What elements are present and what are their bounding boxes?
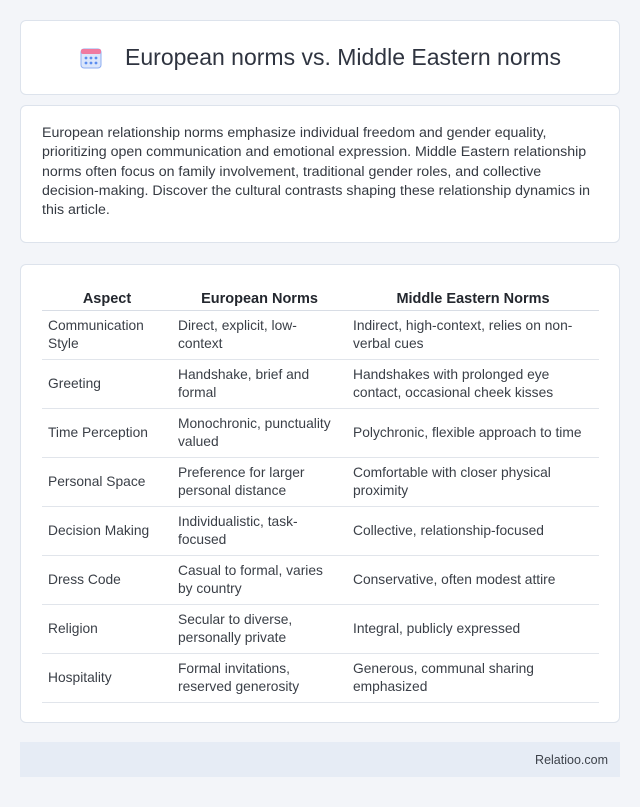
aspect-cell: Communication Style [42,310,172,359]
header-aspect: Aspect [42,285,172,310]
european-cell: Monochronic, punctuality valued [172,408,347,457]
intro-paragraph: European relationship norms emphasize individual freedom and gender equality, prioritizing open communication and emotional expression. Middle Eastern relationship norms often focus on family involvement, traditional gender roles, and collective decision-making. Discover the cultural contrasts shaping these relationship dynamics in this article. [42,125,591,219]
header-european: European Norms [172,285,347,310]
aspect-cell: Time Perception [42,408,172,457]
european-cell: Individualistic, task-focused [172,506,347,555]
aspect-cell: Decision Making [42,506,172,555]
header-middle-eastern: Middle Eastern Norms [347,285,599,310]
aspect-cell: Greeting [42,359,172,408]
table-row [42,604,599,653]
footer-brand-link[interactable]: Relatioo.com [535,752,608,767]
header-card [20,20,620,95]
footer-bar [20,742,620,777]
table-row [42,457,599,506]
european-cell: Formal invitations, reserved generosity [172,653,347,702]
calendar-grid-icon [79,46,103,70]
table-row [42,555,599,604]
middle-eastern-cell: Generous, communal sharing emphasized [347,653,599,702]
middle-eastern-cell: Indirect, high-context, relies on non-verbal cues [347,310,599,359]
european-cell: Handshake, brief and formal [172,359,347,408]
aspect-cell: Hospitality [42,653,172,702]
intro-card [20,105,620,243]
aspect-cell: Dress Code [42,555,172,604]
table-row [42,310,599,359]
middle-eastern-cell: Collective, relationship-focused [347,506,599,555]
table-header-row [42,285,599,310]
page-title: European norms vs. Middle Eastern norms [125,44,561,70]
middle-eastern-cell: Polychronic, flexible approach to time [347,408,599,457]
aspect-cell: Religion [42,604,172,653]
middle-eastern-cell: Integral, publicly expressed [347,604,599,653]
european-cell: Preference for larger personal distance [172,457,347,506]
middle-eastern-cell: Handshakes with prolonged eye contact, occasional cheek kisses [347,359,599,408]
european-cell: Casual to formal, varies by country [172,555,347,604]
european-cell: Direct, explicit, low-context [172,310,347,359]
table-row [42,359,599,408]
comparison-card [20,264,620,723]
middle-eastern-cell: Conservative, often modest attire [347,555,599,604]
european-cell: Secular to diverse, personally private [172,604,347,653]
comparison-table [42,285,599,703]
table-row [42,653,599,702]
table-row [42,408,599,457]
table-row [42,506,599,555]
aspect-cell: Personal Space [42,457,172,506]
middle-eastern-cell: Comfortable with closer physical proximity [347,457,599,506]
